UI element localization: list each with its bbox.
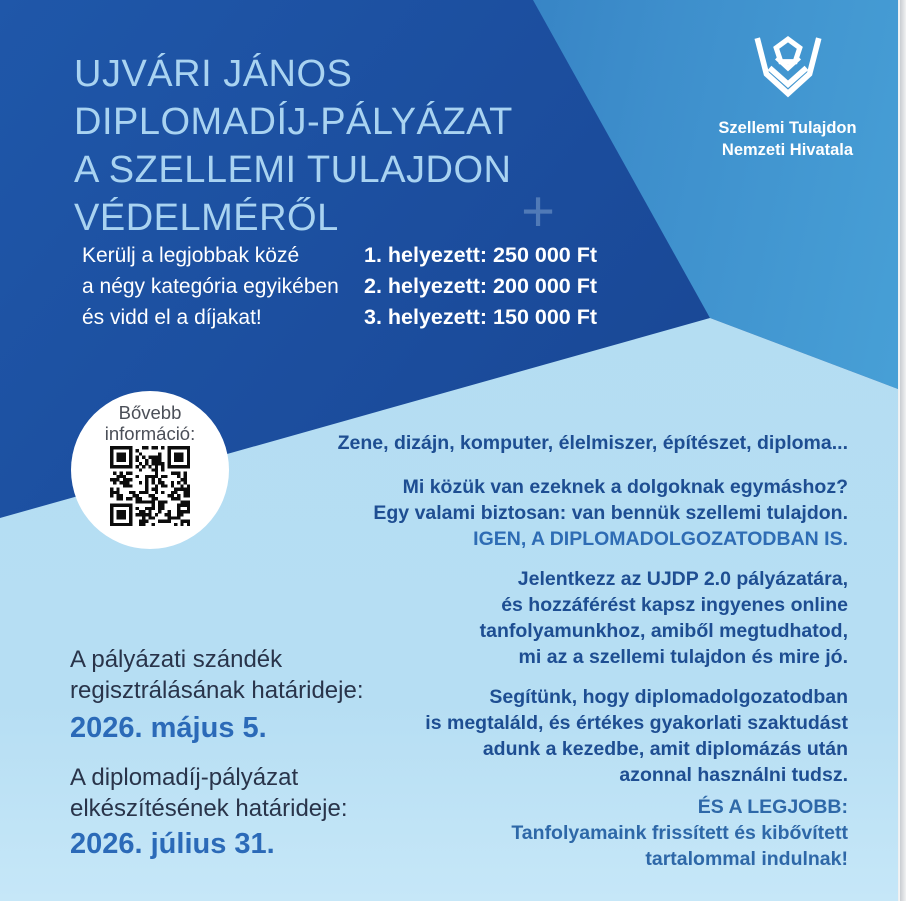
best-line: Tanfolyamaink frissített és kibővített [511, 822, 848, 844]
deadline-2-label-line: elkészítésének határideje: [70, 795, 348, 822]
title-line: A SZELLEMI TULAJDON [74, 149, 512, 191]
prize-item: 1. helyezett: 250 000 Ft [364, 243, 598, 267]
apply-line: és hozzáférést kapsz ingyenes online [501, 594, 848, 616]
plus-icon: + [521, 179, 555, 244]
help-line: adunk a kezedbe, amit diplomázás után [482, 738, 848, 760]
org-name-line: Szellemi Tulajdon [718, 119, 857, 137]
deadline-1-label [70, 644, 364, 706]
help-line: azonnal használni tudsz. [619, 764, 848, 786]
apply-line: tanfolyamunkhoz, amiből megtudhatod, [479, 620, 848, 642]
qr-label-line: Bővebb [118, 402, 182, 423]
deadline-1-date: 2026. május 5. [70, 712, 267, 744]
tagline-line: a négy kategória egyikében [82, 275, 339, 298]
org-name-line: Nemzeti Hivatala [721, 141, 854, 159]
title-line: UJVÁRI JÁNOS [74, 53, 353, 95]
apply-line: mi az a szellemi tulajdon és mire jó. [518, 646, 848, 668]
deadline-1-label-line: regisztrálásának határideje: [70, 677, 364, 704]
categories-line: Zene, dizájn, komputer, élelmiszer, építészet, diploma... [337, 432, 848, 454]
right-edge-strip [898, 0, 906, 901]
deadline-2-date: 2026. július 31. [70, 828, 275, 860]
deadline-2-label [70, 762, 348, 824]
title-line: VÉDELMÉRŐL [74, 197, 339, 239]
best-heading: ÉS A LEGJOBB: [697, 796, 848, 818]
deadline-1-label-line: A pályázati szándék [70, 646, 283, 673]
tagline-line: és vidd el a díjakat! [82, 306, 262, 329]
prize-item: 3. helyezett: 150 000 Ft [364, 305, 598, 329]
help-line: is megtaláld, és értékes gyakorlati szaktudást [425, 712, 848, 734]
help-line: Segítünk, hogy diplomadolgozatodban [489, 686, 848, 708]
hook-line: Egy valami biztosan: van bennük szellemi tulajdon. [373, 502, 848, 524]
deadlines-section [70, 0, 400, 901]
title-line: DIPLOMADÍJ-PÁLYÁZAT [74, 101, 513, 143]
hook-line: Mi közük van ezeknek a dolgoknak egymáshoz? [402, 476, 848, 498]
apply-line: Jelentkezz az UJDP 2.0 pályázatára, [517, 568, 848, 590]
prize-item: 2. helyezett: 200 000 Ft [364, 274, 598, 298]
hook-highlight-line: IGEN, A DIPLOMADOLGOZATODBAN IS. [473, 528, 848, 550]
qr-label-line: információ: [104, 423, 196, 444]
deadline-2-label-line: A diplomadíj-pályázat [70, 764, 299, 791]
best-line: tartalommal indulnak! [645, 848, 848, 870]
tagline-line: Kerülj a legjobbak közé [82, 244, 300, 267]
